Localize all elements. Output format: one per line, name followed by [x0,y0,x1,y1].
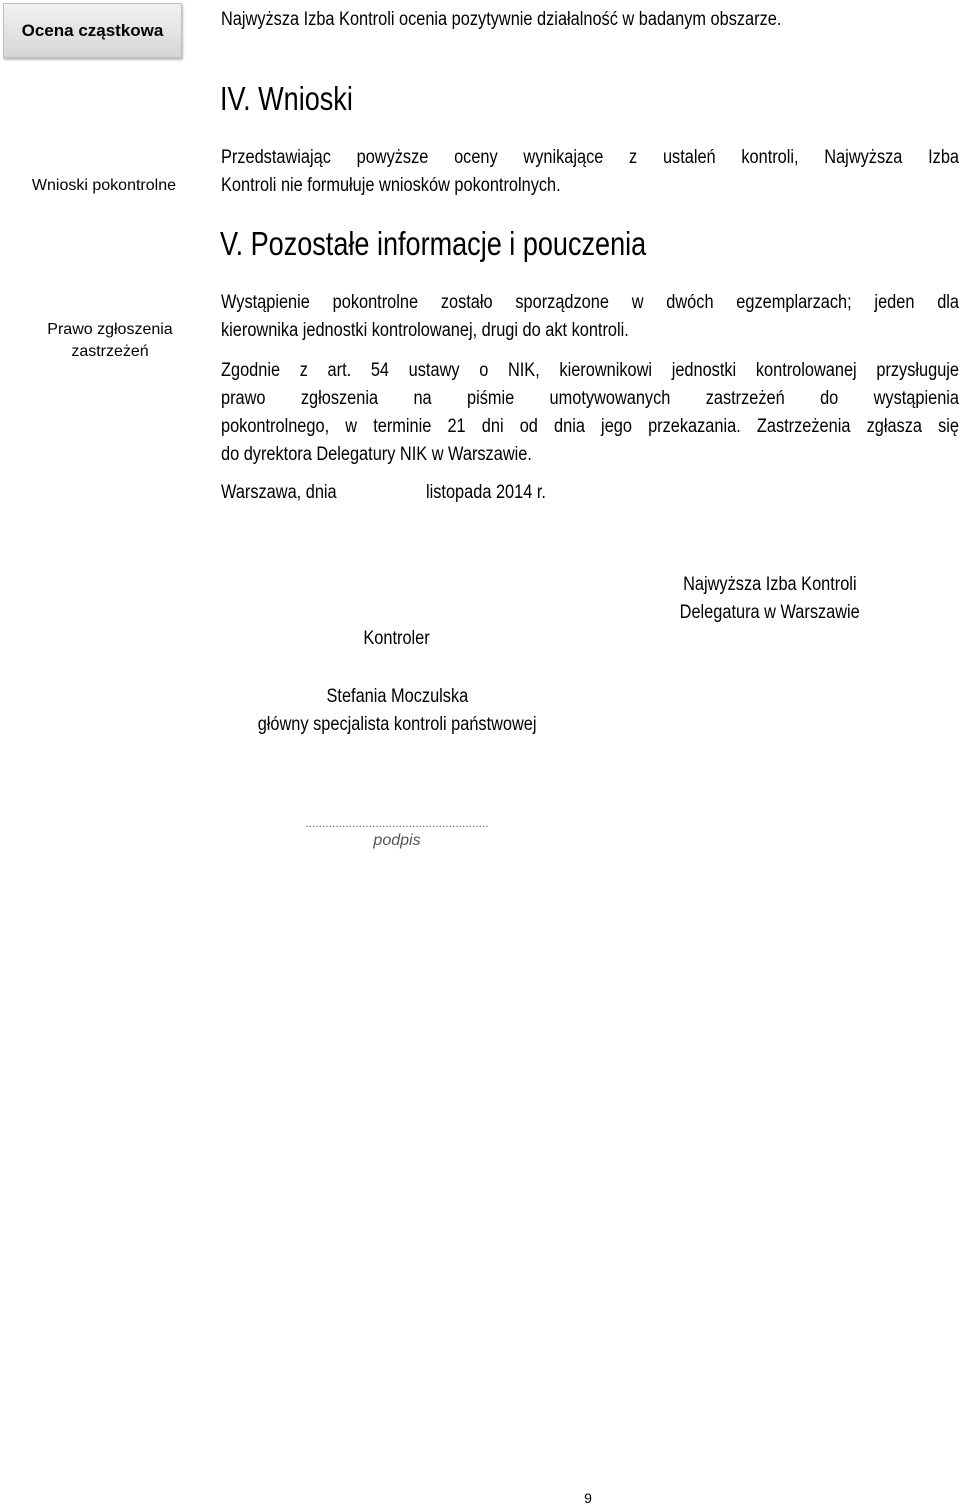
side-label-prawo-line2: zastrzeżeń [71,343,149,360]
side-label-wnioski [0,175,176,197]
signatory-title: główny specjalista kontroli państwowej [257,714,537,735]
place-date-right: listopada 2014 r. [426,482,546,503]
section-v-heading-text: V. Pozostałe informacje i pouczenia [220,225,647,262]
institution-block [620,571,920,627]
page-number: 9 [584,1490,592,1506]
rating-text [221,6,873,34]
section-iv-heading [220,80,382,118]
side-label-wnioski-text: Wnioski pokontrolne [31,177,176,194]
side-label-prawo [40,319,180,363]
rating-box-label: Ocena cząstkowa [21,20,164,40]
institution-line-1: Najwyższa Izba Kontroli [683,574,857,595]
place-date-left: Warszawa, dnia [221,482,337,503]
section-v-paragraph-1 [221,289,959,345]
section-v-p2-line: do dyrektora Delegatury NIK w Warszawie. [221,444,532,465]
section-iv-line: Kontroli nie formułuje wniosków pokontrolnych. [221,175,561,196]
section-iv-paragraph [221,144,959,200]
role-label: Kontroler [363,628,431,649]
institution-line-2: Delegatura w Warszawie [679,602,861,623]
section-v-p2-line: pokontrolnego, w terminie 21 dni od dnia jego przekazania. Zastrzeżenia zgłasza się [221,416,960,437]
rating-text-content: Najwyższa Izba Kontroli ocenia pozytywnie działalność w badanym obszarze. [221,9,782,30]
signature-line: ....................................................... [305,816,489,830]
section-v-p2-line: prawo zgłoszenia na piśmie umotywowanych zastrzeżeń do wystąpienia [221,388,960,409]
section-v-p2-line: Zgodnie z art. 54 ustawy o NIK, kierownikowi jednostki kontrolowanej przysługuje [221,360,960,381]
signatory-block [197,683,597,739]
section-v-paragraph-2 [221,357,959,469]
signatory-name: Stefania Moczulska [326,686,468,707]
section-iv-line: Przedstawiając powyższe oceny wynikające z ustaleń kontroli, Najwyższa Izba [221,147,960,168]
section-v-heading [220,225,740,263]
signature-label: podpis [373,832,421,849]
rating-box [3,3,182,58]
section-v-p1-line: Wystąpienie pokontrolne zostało sporządzone w dwóch egzemplarzach; jeden dla [221,292,960,313]
section-iv-heading-text: IV. Wnioski [220,80,353,117]
side-label-prawo-line1: Prawo zgłoszenia [47,321,173,338]
section-v-p1-line: kierownika jednostki kontrolowanej, drugi do akt kontroli. [221,320,629,341]
